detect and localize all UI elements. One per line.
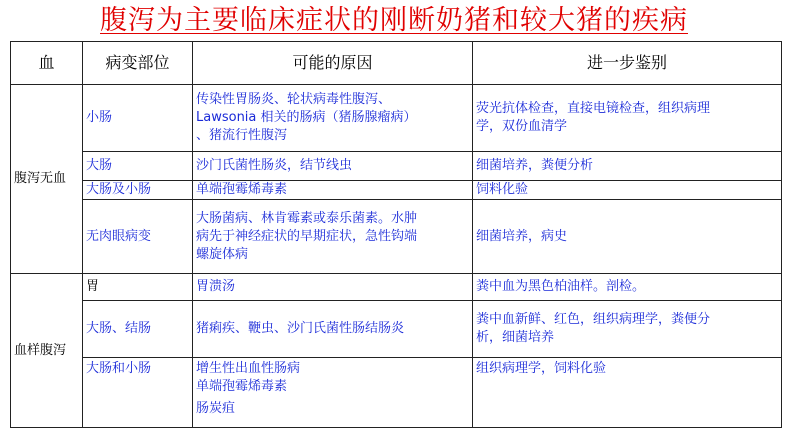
table-row — [11, 181, 782, 200]
header-causes: 可能的原因 — [193, 42, 473, 85]
causes-line: 传染性胃肠炎、轮状病毒性腹泻、 — [196, 92, 392, 107]
site-cell: 大肠 — [83, 152, 193, 181]
header-blood: 血 — [11, 42, 83, 85]
diagnosis-line: 学，双份血清学 — [476, 119, 568, 134]
causes-line: 病先于神经症状的早期症状，急性钩端 — [196, 228, 418, 244]
site-cell: 胃 — [83, 274, 193, 301]
group-label-bloody: 血样腹泻 — [11, 274, 83, 428]
causes-cell — [193, 358, 473, 428]
diagnosis-cell — [473, 358, 782, 428]
site-cell: 大肠和小肠 — [83, 358, 193, 428]
diagnosis-cell — [473, 85, 782, 152]
diagnosis-cell — [473, 274, 782, 301]
causes-line: 猪痢疾、鞭虫、沙门氏菌性肠结肠炎 — [196, 321, 405, 336]
causes-cell — [193, 152, 473, 181]
diagnosis-cell — [473, 200, 782, 274]
disease-table — [10, 41, 782, 428]
causes-line: 螺旋体病 — [196, 246, 249, 262]
header-site: 病变部位 — [83, 42, 193, 85]
causes-line: 、猪流行性腹泻 — [196, 128, 288, 143]
diagnosis-line: 细菌培养，粪便分析 — [476, 158, 594, 173]
causes-line: 大肠菌病、林肯霉素或泰乐菌素。水肿 — [196, 210, 418, 226]
causes-line: 单端孢霉烯毒素 — [196, 182, 288, 197]
diagnosis-line: 饲料化验 — [476, 182, 529, 197]
diagnosis-line: 组织病理学，饲料化验 — [476, 361, 607, 376]
causes-line: 沙门氏菌性肠炎，结节线虫 — [196, 158, 353, 173]
table-row — [11, 358, 782, 428]
group-label-no-blood: 腹泻无血 — [11, 85, 83, 274]
causes-line: 单端孢霉烯毒素 — [196, 379, 288, 394]
header-diagnosis: 进一步鉴别 — [473, 42, 782, 85]
site-cell: 小肠 — [83, 85, 193, 152]
table-row — [11, 301, 782, 358]
causes-line: 胃溃汤 — [196, 279, 236, 294]
diagnosis-cell — [473, 301, 782, 358]
diagnosis-cell — [473, 152, 782, 181]
causes-line: 肠炭疽 — [196, 401, 236, 416]
diagnosis-line: 荧光抗体检查，直接电镜检查，组织病理 — [476, 101, 711, 116]
diagnosis-line: 粪中血为黑色柏油样。剖检。 — [476, 279, 646, 294]
diagnosis-line: 粪中血新鲜、红色，组织病理学，粪便分 — [476, 312, 711, 327]
diagnosis-cell — [473, 181, 782, 200]
table-row — [11, 85, 782, 152]
table-row — [11, 200, 782, 274]
site-cell: 无肉眼病变 — [83, 200, 193, 274]
table-row — [11, 152, 782, 181]
causes-cell — [193, 301, 473, 358]
causes-cell — [193, 200, 473, 274]
causes-cell — [193, 274, 473, 301]
causes-line: Lawsonia 相关的肠病（猪肠腺瘤病） — [196, 110, 417, 125]
causes-cell — [193, 181, 473, 200]
diagnosis-line: 析，细菌培养 — [476, 330, 555, 345]
site-cell: 大肠、结肠 — [83, 301, 193, 358]
causes-cell — [193, 85, 473, 152]
page-title: 腹泻为主要临床症状的刚断奶猪和较大猪的疾病 — [100, 5, 688, 36]
diagnosis-line: 细菌培养，病史 — [476, 228, 568, 244]
causes-line: 增生性出血性肠病 — [196, 361, 301, 376]
site-cell: 大肠及小肠 — [83, 181, 193, 200]
table-row — [11, 274, 782, 301]
header-row — [11, 42, 782, 85]
